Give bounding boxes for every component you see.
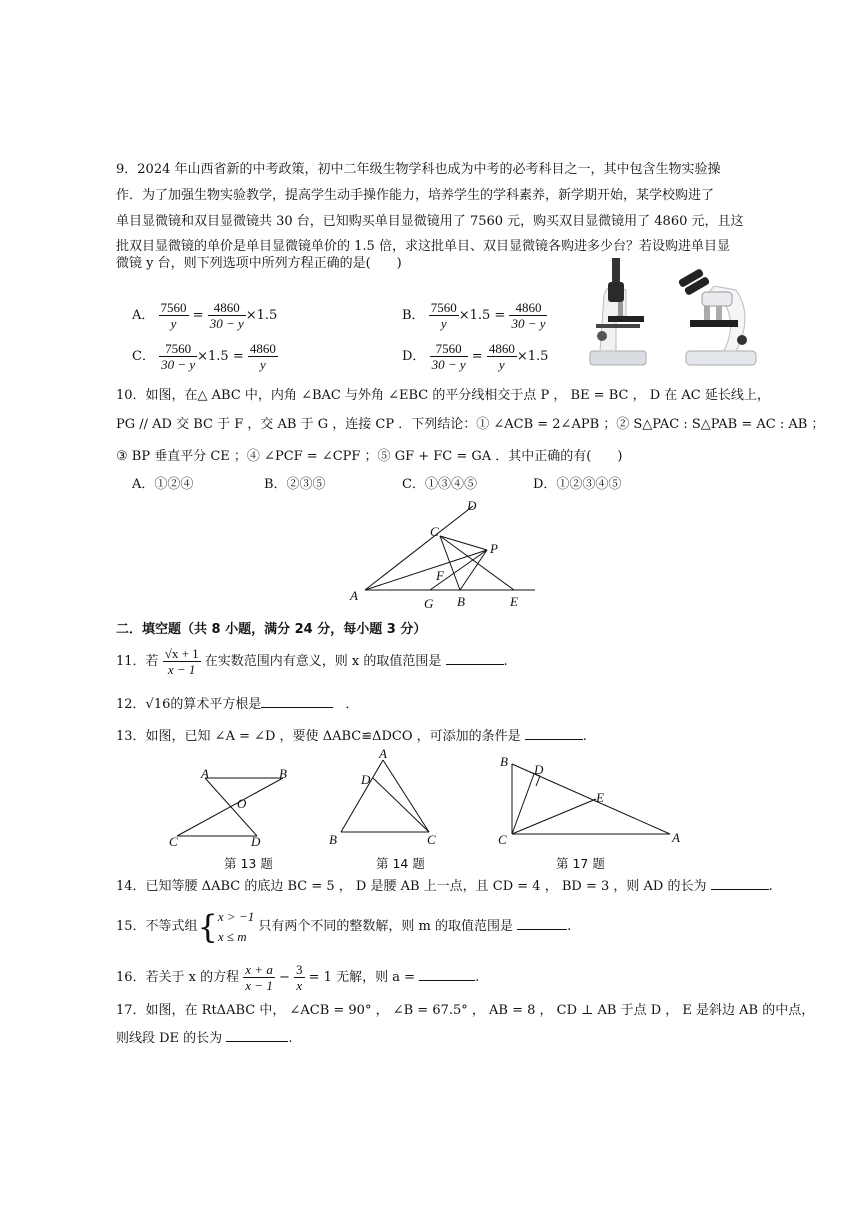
- q9-option-d[interactable]: D． $\frac{7560}{30 - y}$ = $\frac{4860}{y}$ ×1.5: [402, 341, 549, 372]
- q11: 11．若 $\frac{√x + 1}{x - 1}$ 在实数范围内有意义，则 x 的取值范围是 .: [116, 646, 508, 677]
- fig13-label-b: B: [279, 766, 287, 781]
- fig14-label-a: A: [379, 746, 387, 761]
- fig13-caption: 第 13 题: [224, 856, 273, 871]
- q15-answer-blank[interactable]: [517, 915, 567, 930]
- fig17-label-b: B: [500, 754, 508, 769]
- monocular-microscope-icon: [590, 258, 646, 365]
- q9-option-a[interactable]: A． $\frac{7560}{y}$ = $\frac{4860}{30 - y}$ ×1.5: [132, 300, 278, 331]
- q9-option-b[interactable]: B． $\frac{7560}{y}$ ×1.5 = $\frac{4860}{30 - y}$: [402, 300, 546, 331]
- q14-answer-blank[interactable]: [711, 875, 769, 890]
- q13: 13．如图，已知 ∠A = ∠D ，要使 ΔABC≌ΔDCO ，可添加的条件是 .: [116, 725, 587, 747]
- q10-line-3: ③ BP 垂直平分 CE ；④ ∠PCF = ∠CPF ；⑤ GF + FC = GA ．其中正确的有( ): [116, 449, 623, 464]
- q10-option-a[interactable]: A．①②④: [132, 477, 194, 492]
- q10-figure: [340, 496, 540, 614]
- q15: 15．不等式组{ x > −1 x ≤ m 只有两个不同的整数解，则 m 的取值范围是 .: [116, 907, 572, 946]
- section-2-title: 二．填空题（共 8 小题，满分 24 分，每小题 3 分）: [116, 622, 427, 637]
- q9-line-1: 9．2024 年山西省新的中考政策，初中二年级生物学科也成为中考的必考科目之一，其中包含生物实验操: [116, 162, 721, 177]
- fig17: [494, 752, 684, 852]
- fig14-label-c: C: [427, 832, 436, 847]
- fig10-label-d: D: [467, 498, 477, 513]
- microscope-image: [586, 256, 762, 370]
- q9-line-2: 作．为了加强生物实验教学，提高学生动手操作能力，培养学生的学科素养，新学期开始，某学校购进了: [116, 188, 715, 203]
- fig10-label-c: C: [430, 524, 439, 539]
- fig10-label-e: E: [510, 594, 518, 609]
- q9-line-3: 单目显微镜和双目显微镜共 30 台，已知购买单目显微镜用了 7560 元，购买双目显微镜用了 4860 元，且这: [116, 214, 744, 229]
- fig17-label-e: E: [596, 790, 604, 805]
- fig17-caption: 第 17 题: [556, 856, 605, 871]
- fig13-label-c: C: [169, 834, 178, 849]
- fig13-label-d: D: [251, 834, 261, 849]
- q11-answer-blank[interactable]: [446, 650, 504, 665]
- fig14-label-b: B: [329, 832, 337, 847]
- q10-option-b[interactable]: B．②③⑤: [264, 477, 326, 492]
- q10-option-d[interactable]: D．①②③④⑤: [533, 477, 622, 492]
- fig13: [165, 766, 285, 850]
- q9-option-c[interactable]: C． $\frac{7560}{30 - y}$ ×1.5 = $\frac{4860}{y}$: [132, 341, 276, 372]
- q17-answer-blank[interactable]: [226, 1027, 288, 1042]
- fig14-label-d: D: [361, 772, 371, 787]
- q10-option-c[interactable]: C．①③④⑤: [402, 477, 477, 492]
- q14: 14．已知等腰 ΔABC 的底边 BC = 5 ， D 是腰 AB 上一点，且 CD = 4 ， BD = 3 ，则 AD 的长为 .: [116, 875, 773, 897]
- fig14-caption: 第 14 题: [376, 856, 425, 871]
- fig10-label-f: F: [436, 568, 444, 583]
- q9-line-5: 微镜 y 台，则下列选项中所列方程正确的是( ): [116, 256, 402, 271]
- q13-answer-blank[interactable]: [525, 725, 583, 740]
- binocular-microscope-icon: [678, 268, 756, 365]
- fig13-label-o: O: [237, 796, 247, 811]
- fig13-label-a: A: [201, 766, 209, 781]
- q9-line-4: 批双目显微镜的单价是单目显微镜单价的 1.5 倍，求这批单目、双目显微镜各购进多少台？若设购进单目显: [116, 239, 730, 254]
- fig10-label-p: P: [490, 541, 498, 556]
- fig17-label-d: D: [534, 762, 544, 777]
- q16-answer-blank[interactable]: [419, 966, 475, 981]
- fig14: [325, 748, 445, 852]
- fig17-label-c: C: [498, 832, 507, 847]
- fig10-label-g: G: [424, 596, 434, 611]
- fig10-label-b: B: [457, 594, 465, 609]
- q10-line-1: 10．如图，在△ ABC 中，内角 ∠BAC 与外角 ∠EBC 的平分线相交于点 P ， BE = BC ， D 在 AC 延长线上，: [116, 388, 770, 403]
- q17-line-2: 则线段 DE 的长为 .: [116, 1027, 292, 1049]
- q10-line-2: PG // AD 交 BC 于 F ，交 AB 于 G ，连接 CP ．下列结论：① ∠ACB = 2∠APB ；② S△PAC : S△PAB = AC : AB ；: [116, 417, 825, 432]
- q17-line-1: 17．如图，在 RtΔABC 中， ∠ACB = 90° ， ∠B = 67.5° ， AB = 8 ， CD ⊥ AB 于点 D ， E 是斜边 AB 的中点，: [116, 1003, 815, 1018]
- fig17-label-a: A: [672, 830, 680, 845]
- fig10-label-a: A: [350, 588, 358, 603]
- q12: 12．√16的算术平方根是 ．: [116, 693, 358, 715]
- q12-answer-blank[interactable]: [261, 693, 333, 708]
- q16: 16．若关于 x 的方程 $\frac{x + a}{x - 1}$ − $\frac{3}{x}$ = 1 无解，则 a = .: [116, 962, 480, 993]
